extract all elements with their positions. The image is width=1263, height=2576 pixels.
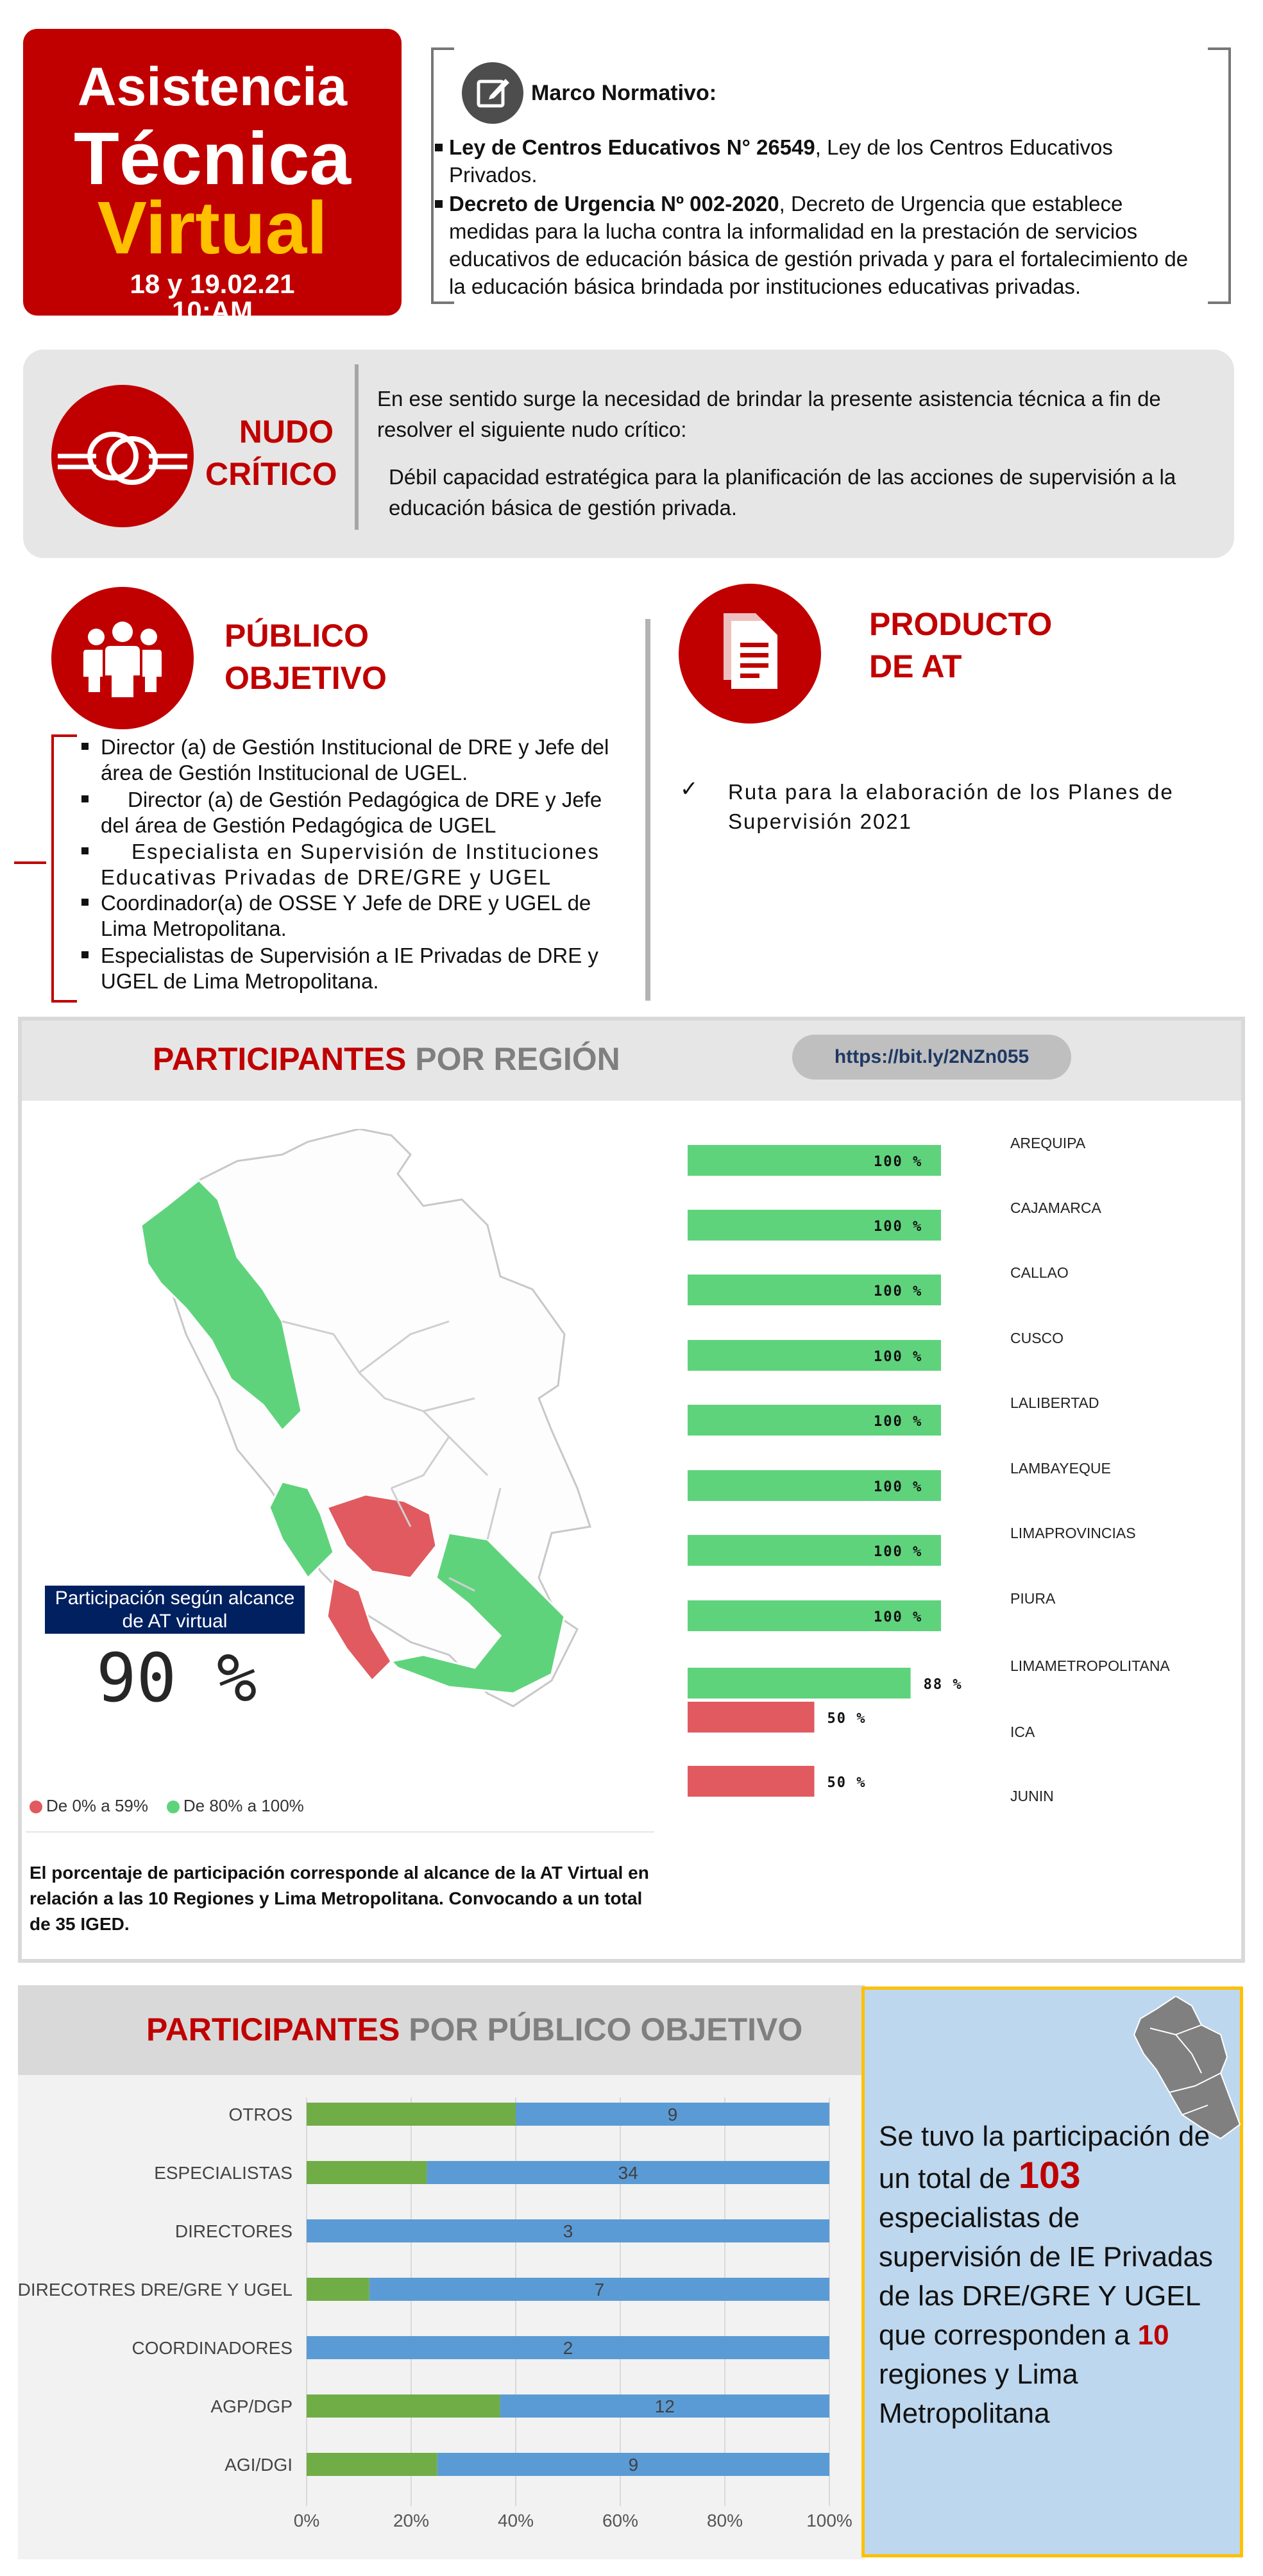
producto-item: Ruta para la elaboración de los Planes de Supervisión 2021 — [728, 780, 1174, 833]
nudo-title — [205, 411, 337, 495]
marco-title: Marco Normativo: — [531, 81, 717, 105]
legend-low-label: De 0% a 59% — [46, 1796, 148, 1815]
data-label: 34 — [618, 2163, 638, 2183]
data-label: 9 — [667, 2105, 678, 2124]
publico-bracket — [51, 734, 77, 1003]
data-label: 2 — [563, 2338, 573, 2358]
x-tick-label: 0% — [293, 2511, 320, 2530]
region-value-label: 50 % — [827, 1775, 867, 1791]
summary-text: Se tuvo la participación de un total de 103 especialistas de supervisión de IE Privadas de las DRE/GRE Y UGEL que corresponden a 10 regiones y Lima Metropolitana — [879, 2121, 1213, 2429]
nudo-intro: En ese sentido surge la necesidad de brindar la presente asistencia técnica a fin de resolver el siguiente nudo crítico: — [377, 387, 1161, 441]
marco-item-text: , Ley de los Centros Educativos Privados. — [449, 135, 1113, 187]
marco-item-text: , Decreto de Urgencia que establece medidas para la lucha contra la informalidad en la prestación de servicios educativos de educación básica de gestión privada y para el fortalecimiento de la educación básica brindada por instituciones educativas privadas. — [449, 192, 1189, 298]
category-label: AGI/DGI — [225, 2455, 292, 2475]
marco-bracket-right — [1208, 47, 1231, 304]
region-category-label: ICA — [1010, 1724, 1035, 1740]
publico-chart-title: PARTICIPANTES POR PÚBLICO OBJETIVO — [146, 2012, 803, 2047]
legend-high-label: De 80% a 100% — [183, 1796, 304, 1815]
region-category-label: LAMBAYEQUE — [1010, 1460, 1111, 1477]
category-label: DIRECOTRES DRE/GRE Y UGEL — [18, 2280, 292, 2300]
region-bar-chart — [680, 1126, 1244, 1818]
legend-dot-low — [30, 1801, 42, 1813]
x-tick-label: 80% — [706, 2511, 743, 2530]
region-count: 10 — [1137, 2319, 1169, 2351]
participation-value: 90 % — [96, 1639, 257, 1717]
stacked-bar-segment — [307, 2394, 500, 2418]
publico-item: Especialista en Supervisión de Instituciones Educativas Privadas de DRE/GRE y UGEL — [101, 839, 623, 890]
document-icon — [679, 584, 821, 724]
people-icon — [51, 587, 194, 729]
knot-icon — [51, 385, 194, 527]
stacked-bar-segment — [307, 2453, 437, 2476]
producto-title-line2: DE AT — [869, 648, 962, 684]
title-line2: Técnica — [74, 117, 351, 200]
nudo-statement: Débil capacidad estratégica para la planificación de las acciones de supervisión a la educación básica de gestión privada. — [389, 465, 1176, 520]
region-category-label: JUNIN — [1010, 1788, 1054, 1804]
data-label: 12 — [654, 2396, 675, 2416]
marco-item — [449, 133, 1190, 189]
region-value-label: 100 % — [874, 1544, 923, 1560]
category-label: OTROS — [228, 2105, 292, 2124]
title-line1: Asistencia — [77, 56, 348, 117]
region-value-label: 50 % — [827, 1711, 867, 1727]
edit-icon — [462, 62, 523, 124]
region-bar — [688, 1702, 815, 1733]
region-note: El porcentaje de participación corresponde al alcance de la AT Virtual en relación a las 10 Regiones y Lima Metropolitana. Convocando a un total de 35 IGED. — [30, 1863, 649, 1934]
legend-dot-high — [167, 1801, 180, 1813]
region-category-label: LIMAMETROPOLITANA — [1010, 1657, 1170, 1674]
region-value-label: 88 % — [923, 1677, 963, 1693]
category-label: DIRECTORES — [174, 2221, 292, 2241]
publico-title-line1: PÚBLICO — [225, 618, 369, 654]
publico-item: Director (a) de Gestión Institucional de DRE y Jefe del área de Gestión Institucional de UGEL. — [101, 734, 623, 786]
region-value-label: 100 % — [874, 1284, 923, 1300]
x-tick-label: 20% — [393, 2511, 430, 2530]
region-title: PARTICIPANTES POR REGIÓN — [153, 1041, 620, 1077]
check-icon: ✓ — [680, 777, 699, 801]
stacked-bar-segment — [307, 2161, 427, 2184]
event-time: 10:AM — [171, 296, 253, 326]
region-category-label: PIURA — [1010, 1590, 1056, 1607]
region-category-label: CALLAO — [1010, 1264, 1069, 1281]
publico-bracket-tick — [14, 861, 46, 864]
event-date: 18 y 19.02.21 — [130, 269, 295, 299]
region-link[interactable]: https://bit.ly/2NZn055 — [792, 1035, 1071, 1080]
publico-item: Especialistas de Supervisión a IE Privadas de DRE y UGEL de Lima Metropolitana. — [101, 943, 623, 994]
marco-item-bold: Ley de Centros Educativos N° 26549 — [449, 135, 815, 159]
total-count: 103 — [1018, 2155, 1081, 2196]
x-tick-label: 40% — [497, 2511, 534, 2530]
nudo-title-line2: CRÍTICO — [205, 456, 337, 492]
section-divider — [645, 619, 650, 1001]
producto-title — [869, 603, 1052, 688]
region-value-label: 100 % — [874, 1219, 923, 1235]
publico-item: Director (a) de Gestión Pedagógica de DRE y Jefe del área de Gestión Pedagógica de UGEL — [101, 787, 623, 838]
participation-label: Participación según alcance de AT virtual — [45, 1586, 305, 1634]
map-legend — [30, 1796, 304, 1816]
region-value-label: 100 % — [874, 1609, 923, 1625]
marco-item-bold: Decreto de Urgencia Nº 002-2020 — [449, 192, 779, 216]
title-banner — [23, 29, 402, 326]
category-label: ESPECIALISTAS — [154, 2163, 292, 2183]
region-category-label: AREQUIPA — [1010, 1135, 1086, 1151]
title-line3: Virtual — [97, 186, 328, 269]
region-category-label: LIMAPROVINCIAS — [1010, 1525, 1136, 1541]
data-label: 7 — [594, 2280, 605, 2300]
region-value-label: 100 % — [874, 1414, 923, 1430]
producto-title-line1: PRODUCTO — [869, 606, 1053, 642]
region-value-label: 100 % — [874, 1349, 923, 1365]
x-tick-label: 100% — [806, 2511, 852, 2530]
region-category-label: CAJAMARCA — [1010, 1199, 1101, 1216]
region-bar — [688, 1668, 911, 1699]
publico-item: Coordinador(a) de OSSE Y Jefe de DRE y UGEL de Lima Metropolitana. — [101, 890, 623, 942]
data-label: 3 — [563, 2221, 573, 2241]
publico-title-line2: OBJETIVO — [225, 660, 387, 696]
map-separator — [26, 1831, 654, 1833]
x-tick-label: 60% — [602, 2511, 639, 2530]
region-value-label: 100 % — [874, 1154, 923, 1170]
marco-item — [449, 190, 1190, 300]
region-bar — [688, 1766, 815, 1797]
nudo-title-line1: NUDO — [239, 414, 334, 450]
category-label: AGP/DGP — [210, 2396, 292, 2416]
nudo-divider — [355, 364, 359, 530]
publico-bar-chart — [18, 2078, 865, 2559]
stacked-bar-segment — [307, 2278, 369, 2301]
stacked-bar-segment — [307, 2103, 516, 2126]
region-category-label: LALIBERTAD — [1010, 1394, 1099, 1411]
region-value-label: 100 % — [874, 1479, 923, 1495]
region-category-label: CUSCO — [1010, 1330, 1064, 1346]
data-label: 9 — [628, 2455, 639, 2475]
publico-title — [225, 614, 387, 699]
category-label: COORDINADORES — [131, 2338, 292, 2358]
